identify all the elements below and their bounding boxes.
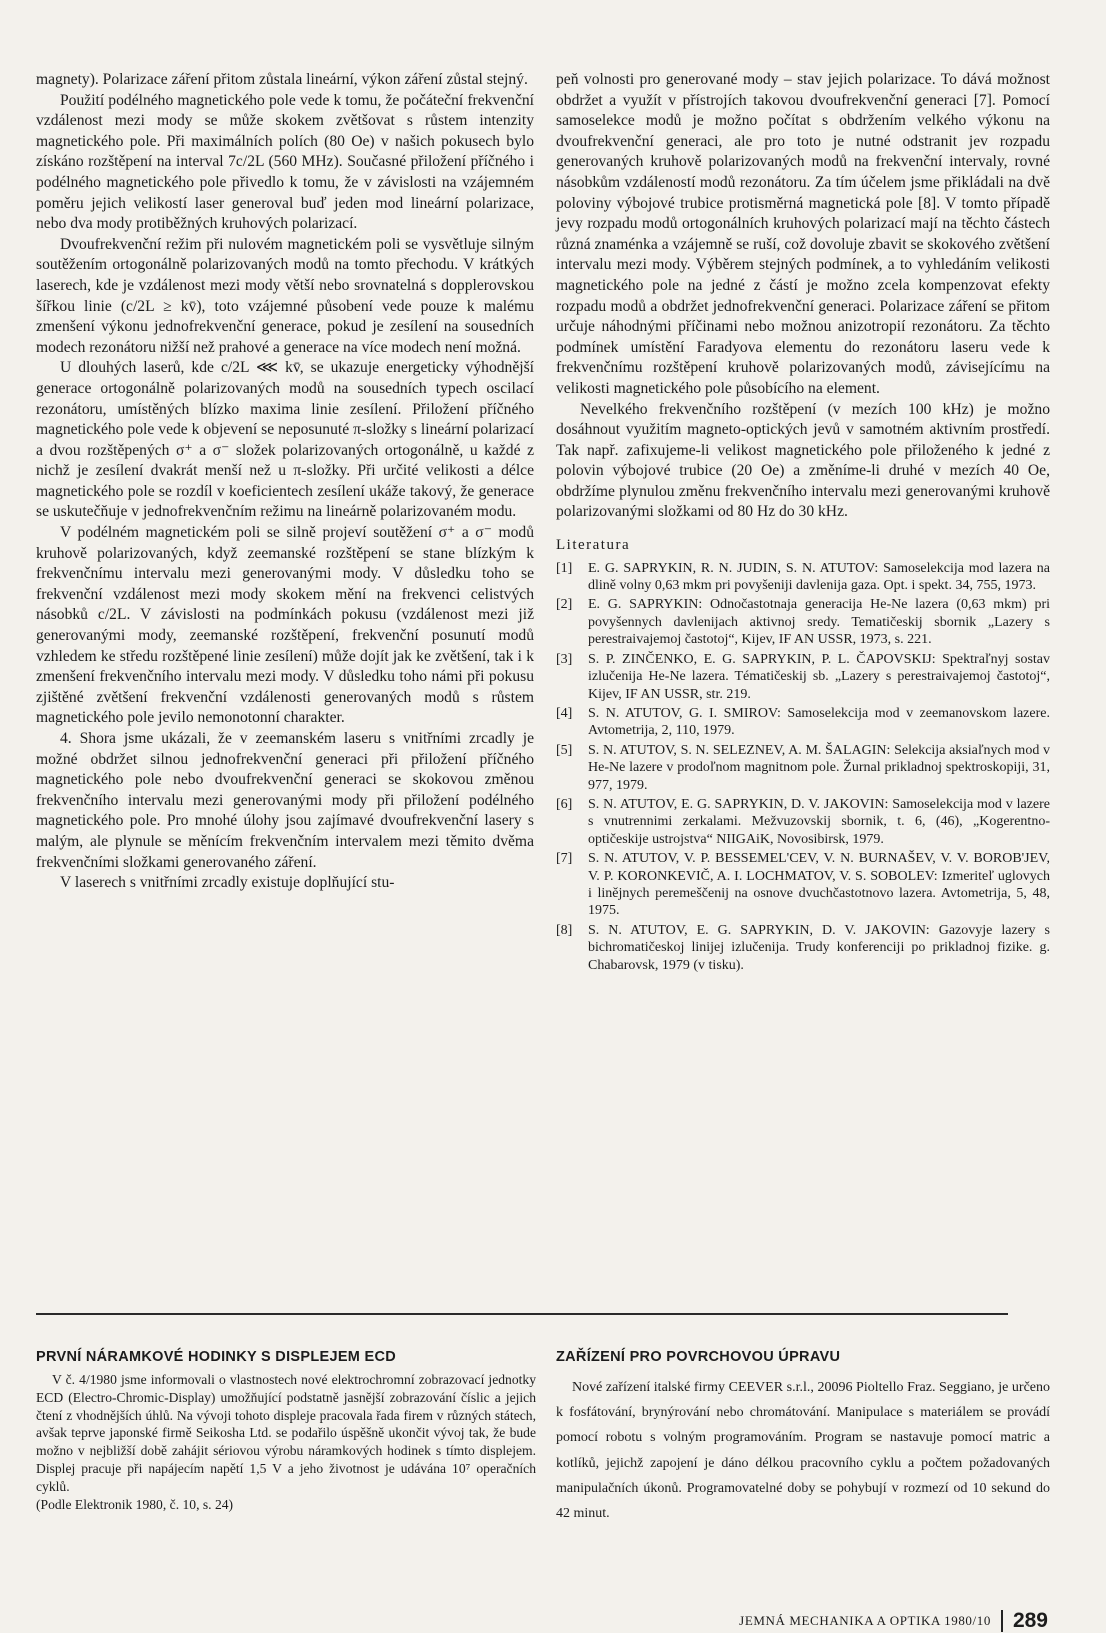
reference-item (556, 796, 1050, 848)
page-footer (739, 1610, 1048, 1632)
left-text-column (36, 70, 534, 894)
article-body: Nové zařízení italské firmy CEEVER s.r.l., 20096 Pioltello Fraz. Seggiano, je určeno k fosfátování, brynýrování nebo chromátování. Manipulace s materiálem se provádí pomocí robotu s volným programováním. Program se nastavuje pomocí matric a kotlíků, jejichž zapojení je dáno délkou pracovního cyklu a počtem požadovaných manipulačních úkonů. Programovatelné doby se pohybují v rozmezí od 10 sekund do 42 minut. (556, 1380, 1050, 1522)
footer-divider (1001, 1610, 1003, 1632)
reference-number: [1] (556, 560, 573, 576)
reference-text: S. N. ATUTOV, V. P. BESSEMEL'CEV, V. N. BURNAŠEV, V. V. BOROB'JEV, V. P. KORONKEVIČ, A. I. LOCHMATOV, V. S. SOBOLEV: Izmeriteľ uglovych i linějnych peremeščenij na osnove dvuchčastotnovo lazera. Avtometrija, 5, 48, 1975. (588, 851, 1050, 919)
reference-number: [5] (556, 742, 573, 758)
reference-number: [2] (556, 597, 573, 613)
reference-number: [7] (556, 851, 573, 867)
right-text-column (556, 70, 1050, 976)
reference-item (556, 922, 1050, 974)
reference-item (556, 651, 1050, 703)
article-title: PRVNÍ NÁRAMKOVÉ HODINKY S DISPLEJEM ECD (36, 1349, 397, 1365)
paragraph: V podélném magnetickém poli se silně projeví soutěžení σ⁺ a σ⁻ modů kruhově polarizovaných, když zeemanské rozštěpení se stane blízkým k frekvenčnímu intervalu mezi generovanými mody. V důsledku toho se frekvenční vzdálenost mezi mody skokem mění na frekvenci celistvých násobků c/2L. V závislosti na podmínkách pokusu (vzdálenost mezi již generovanými mody, zeemanské rozštěpení, frekvenční posunutí modů vzhledem ke středu rozštěpené linie zesílení) může dojít jak ke zvětšení, tak i k zmenšení frekvenčního intervalu mezi mody. V důsledku toho námi při pokusu zjištěné zvětšení frekvenční vzdálenosti generovaných modů s růstem magnetického pole jevilo nemonotonní charakter. (36, 524, 534, 727)
reference-number: [3] (556, 651, 573, 667)
reference-item (556, 742, 1050, 794)
literature-heading: Literatura (556, 537, 631, 554)
reference-number: [4] (556, 705, 573, 721)
reference-item (556, 596, 1050, 648)
article-body: V č. 4/1980 jsme informovali o vlastnostech nové elektrochromní zobrazovací jednotky ECD (Electro-Chromic-Display) umožňující podstatně jasnější zobrazování číslic a jejich čtení z vhodnějších úhlů. Na vývoji tohoto displeje pracovala řada firem v různých státech, avšak teprve japonské firmě Seikosha Ltd. se podařilo úspěšně ukončit vývoj tak, že bude možno v nejbližší době zahájit sériovou výrobu náramkových hodinek s tímto displejem. Displej pracuje při napájecím napětí 1,5 V a jeho životnost je udávána 10⁷ operačních cyklů. (36, 1372, 536, 1494)
reference-item (556, 560, 1050, 595)
reference-text: S. P. ZINČENKO, E. G. SAPRYKIN, P. L. ČAPOVSKIJ: Spektraľnyj sostav izlučenija He-Ne lazera. Tématičeskij sb. „Lazery s perestraivajemoj častotoj“, Kijev, IF AN USSR, str. 219. (588, 651, 1050, 702)
article-source-note: (Podle Elektronik 1980, č. 10, s. 24) (36, 1496, 234, 1512)
article-title: ZAŘÍZENÍ PRO POVRCHOVOU ÚPRAVU (556, 1349, 841, 1365)
news-article-ecd-watch (36, 1349, 536, 1513)
journal-name: JEMNÁ MECHANIKA A OPTIKA 1980/10 (739, 1613, 991, 1628)
reference-number: [6] (556, 796, 573, 812)
reference-text: S. N. ATUTOV, S. N. SELEZNEV, A. M. ŠALAGIN: Selekcija aksiaľnych mod v He-Ne lazere v prodoľnom magnitnom pole. Žurnal prikladnoj spektroskopiji, 31, 977, 1979. (588, 742, 1050, 793)
paragraph: V laserech s vnitřními zrcadly existuje doplňující stu- (60, 874, 395, 892)
paragraph: 4. Shora jsme ukázali, že v zeemanském laseru s vnitřními zrcadly je možné obdržet silnou jednofrekvenční generaci při přiložení příčného magnetického pole nebo dvoufrekvenční generaci se skokovou změnou frekvenčního intervalu mezi generovanými mody při přiložení podélného magnetického pole. Pro mnohé úlohy jsou zajímavé dvoufrekvenční lasery s malým, ale plynule se měnícím frekvenčním intervalem mezi těmito dvěma frekvenčními složkami generovaného záření. (36, 730, 534, 871)
reference-item (556, 850, 1050, 920)
section-divider (36, 1313, 1008, 1315)
paragraph: U dlouhých laserů, kde c/2L ⋘ kv̄, se ukazuje energeticky výhodnější generace ortogonálně polarizovaných modů na sousedních typech oscilací rezonátoru, umístěných blízko maxima linie zesílení. Přiložení příčného magnetického pole vede k objevení se neposunuté π-složky s lineární polarizací a dvou rozštěpených σ⁺ a σ⁻ složek polarizovaných ortogonálně, u každé z nichž je zesílení dvakrát menší než u π-složky. Při určité velikosti a délce magnetického pole se rozdíl v koeficientech zesílení ukáže takový, že generace se uskutečňuje v jednofrekvenčním režimu na lineárně polarizovaném modu. (36, 359, 534, 521)
paragraph: Dvoufrekvenční režim při nulovém magnetickém poli se vysvětluje silným soutěžením ortogonálně polarizovaných modů na tomto přechodu. V krátkých laserech, kde je vzdálenost mezi mody větší nebo srovnatelná s dopplerovskou šířkou linie (c/2L ≥ kv̄), toto vzájemné působení vede pouze k malému zmenšení výkonu jednofrekvenční generace, pokud je zesílení na sousedních modech rezonátoru nižší než prahové a generace na více modech není možná. (36, 235, 534, 356)
reference-text: E. G. SAPRYKIN: Odnočastotnaja generacija He-Ne lazera (0,63 mkm) pri povyšennych davlenijach aktivnoj sredy. Tematičeskij sbornik „Lazery s perestraivajemoj častotoj“, Kijev, IF AN USSR, 1973, s. 221. (588, 597, 1050, 648)
reference-text: S. N. ATUTOV, E. G. SAPRYKIN, D. V. JAKOVIN: Gazovyje lazery s bichromatičeskoj linijej izlučenija. Trudy konferenciji po prikladnoj fizike. g. Chabarovsk, 1979 (v tisku). (588, 922, 1050, 973)
paragraph: Použití podélného magnetického pole vede k tomu, že počáteční frekvenční vzdálenost mezi mody se může skokem zvětšovat s růstem intenzity magnetického pole. Při maximálních polích (80 Oe) v našich pokusech bylo získáno rozštěpení na interval 7c/2L (560 MHz). Současné přiložení příčného i podélného magnetického pole přivedlo k tomu, že v závislosti na vzájemném poměru jejich velikostí laser generoval buď jeden mod lineární polarizace, nebo dva mody protiběžných kruhových polarizací. (36, 91, 534, 233)
paragraph: Nevelkého frekvenčního rozštěpení (v mezích 100 kHz) je možno dosáhnout využitím magneto-optických jevů v samotném aktivním prostředí. Tak např. zafixujeme-li velikost magnetického pole přiloženého k jedné z polovin výbojové trubice (20 Oe) a změníme-li druhé v mezích 40 Oe, obdržíme plynulou změnu frekvenčního intervalu mezi generovanými kruhově polarizovanými složkami od 80 Hz do 30 kHz. (556, 400, 1050, 521)
reference-text: S. N. ATUTOV, E. G. SAPRYKIN, D. V. JAKOVIN: Samoselekcija mod v lazere s vnutrennimi zerkalami. Mežvuzovskij sbornik, t. 6, (46), „Kogerentno-optičeskije ustrojstva“ NIIGAiK, Novosibirsk, 1979. (588, 796, 1050, 847)
reference-item (556, 705, 1050, 740)
page-number: 289 (1012, 1609, 1048, 1632)
paragraph: peň volnosti pro generované mody – stav jejich polarizace. To dává možnost obdržet a využít v přístrojích takovou dvoufrekvenční generaci [7]. Pomocí samoselekce modů je možno počítat s obdržením velkého výkonu na dvoufrekvenční generaci, ale pro toto je nutné odstranit jev rozpadu generovaných kruhově polarizovaných modů na frekvenční intervaly, rovné násobkům vzdáleností modů rezonátoru. Za tím účelem jsme přikládali na dvě poloviny výbojové trubice protisměrná magnetická pole [8]. V tomto případě jevy rozpadu modů ortogonálních kruhových polarizací mají na těchto částech různá znaménka a vzájemně se ruší, což dovoluje zbavit se skokového zvětšení intervalu mezi mody. Výběrem stejných podmínek, a to vyhledáním velikosti magnetického pole na jedné z částí je možno zcela kompenzovat efekty rozpadu modů a obdržet jednofrekvenční generaci. Polarizace záření se přitom určuje náhodnými příčinami nebo možnou anizotropií rezonátoru. Za těchto podmínek umístění Faradyova elementu do rezonátoru laseru vede k frekvenčnímu rozštěpení kruhově polarizovaných modů, závisejícímu na velikosti magnetického pole působícího na element. (556, 71, 1050, 397)
reference-list (556, 560, 1050, 974)
reference-text: E. G. SAPRYKIN, R. N. JUDIN, S. N. ATUTOV: Samoselekcija mod lazera na dlině volny 0,63 mkm pri povyšeniji davlenija gaza. Opt. i spekt. 34, 755, 1973. (588, 560, 1050, 594)
reference-text: S. N. ATUTOV, G. I. SMIROV: Samoselekcija mod v zeemanovskom lazere. Avtometrija, 2, 110, 1979. (588, 705, 1050, 739)
reference-number: [8] (556, 922, 573, 938)
news-article-surface-treatment (556, 1349, 1050, 1526)
paragraph: magnety). Polarizace záření přitom zůstala lineární, výkon záření zůstal stejný. (36, 71, 528, 88)
